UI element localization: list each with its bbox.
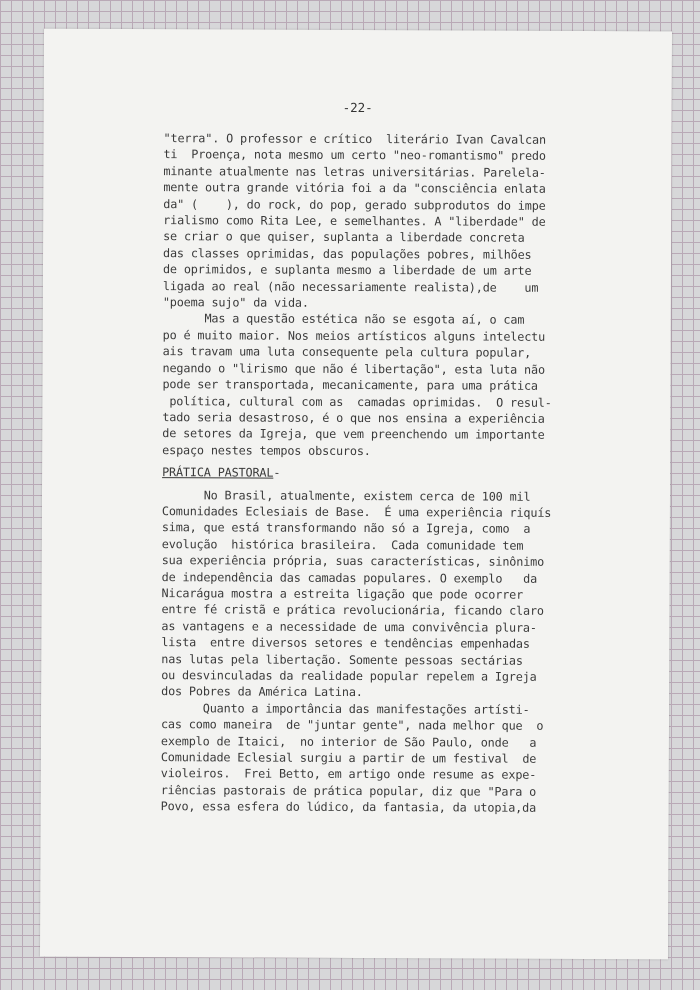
text-line: Mas a questão estética não se esgota aí, o cam (162, 311, 525, 328)
text-line: sua experiência própria, suas características, sinônimo (161, 553, 545, 569)
text-line: Comunidades Eclesiais de Base. É uma experiência riquís (161, 504, 552, 520)
text-line: entre fé cristã e prática revolucionária, ficando claro (161, 602, 544, 619)
document-body (161, 130, 634, 817)
text-line: riências pastorais de prática popular, diz que "Para o (160, 782, 537, 799)
text-line: ligada ao real (não necessariamente realista),de um (162, 278, 539, 295)
text-line: evolução histórica brasileira. Cada comunidade tem (161, 536, 524, 553)
text-line: se criar o que quiser, suplanta a liberdade concreta (163, 229, 525, 246)
section-heading (162, 464, 632, 482)
text-line: tado seria desastroso, é o que nos ensina a experiência (162, 410, 545, 426)
text-line: de oprimidos, e suplanta mesmo a liberdade de um arte (162, 262, 532, 279)
text-line: "poema sujo" da vida. (162, 295, 309, 310)
text-line: No Brasil, atualmente, existem cerca de 100 mil (161, 487, 531, 504)
section-heading-suffix: - (273, 465, 281, 480)
text-line: das classes oprimidas, das populações pobres, milhões (163, 245, 532, 262)
text-line: de independência das camadas populares. O exemplo da (161, 569, 538, 586)
text-line: dos Pobres da América Latina. (161, 684, 363, 700)
paragraph-3 (161, 487, 632, 702)
paragraph-2 (162, 311, 633, 461)
text-line: sima, que está transformando não só a Igreja, como a (161, 520, 531, 537)
text-line: da" ( ), do rock, do pop, gerado subprodutos do impe (163, 196, 546, 213)
text-line: Povo, essa esfera do lúdico, da fantasia, da utopia,da (160, 799, 537, 816)
text-line: violeiros. Frei Betto, em artigo onde resume as expe- (160, 766, 537, 783)
text-line: ou desvinculadas da realidade popular repelem a Igreja (161, 668, 537, 684)
text-line: as vantagens e a necessidade de uma convivência plura- (161, 618, 537, 635)
text-line: exemplo de Itaici, no interior de São Paulo, onde a (160, 733, 537, 750)
text-line: de setores da Igreja, que vem preenchendo um importante (162, 426, 545, 443)
text-line: Quanto a importância das manifestações artísti- (161, 700, 530, 717)
text-line: negando o "lirismo que não é libertação", esta luta não (162, 360, 545, 377)
text-line: ti Proença, nota mesmo um certo "neo-romantismo" predo (163, 147, 546, 164)
text-line: ais travam uma luta consequente pela cultura popular, (162, 344, 532, 361)
text-line: pode ser transportada, mecanicamente, para uma prática (162, 377, 538, 393)
document-page (40, 29, 672, 960)
text-line: política, cultural com as camadas oprimidas. O resul- (162, 393, 552, 410)
paragraph-4 (161, 700, 631, 817)
paragraph-1 (163, 130, 634, 313)
section-heading-text: PRÁTICA PASTORAL (162, 465, 274, 480)
text-line: minante atualmente nas letras universitárias. Parelela- (163, 163, 546, 180)
text-line: rialismo como Rita Lee, e semelhantes. A "liberdade" de (163, 213, 546, 229)
text-line: po é muito maior. Nos meios artísticos alguns intelectu (162, 328, 546, 344)
text-line: nas lutas pela libertação. Somente pessoas sectárias (161, 651, 523, 668)
text-line: espaço nestes tempos obscuros. (162, 442, 371, 458)
text-line: lista entre diversos setores e tendências empenhadas (161, 635, 530, 651)
text-line: Nicarágua mostra a estreita ligação que pode ocorrer (161, 586, 524, 602)
page-number: -22- (342, 99, 373, 116)
text-line: "terra". O professor e crítico literário Ivan Cavalcan (163, 131, 546, 147)
text-line: cas como maneira de "juntar gente", nada melhor que o (160, 717, 544, 734)
text-line: Comunidade Eclesial surgiu a partir de um festival de (160, 750, 537, 766)
text-line: mente outra grande vitória foi a da "consciência enlata (163, 180, 546, 197)
